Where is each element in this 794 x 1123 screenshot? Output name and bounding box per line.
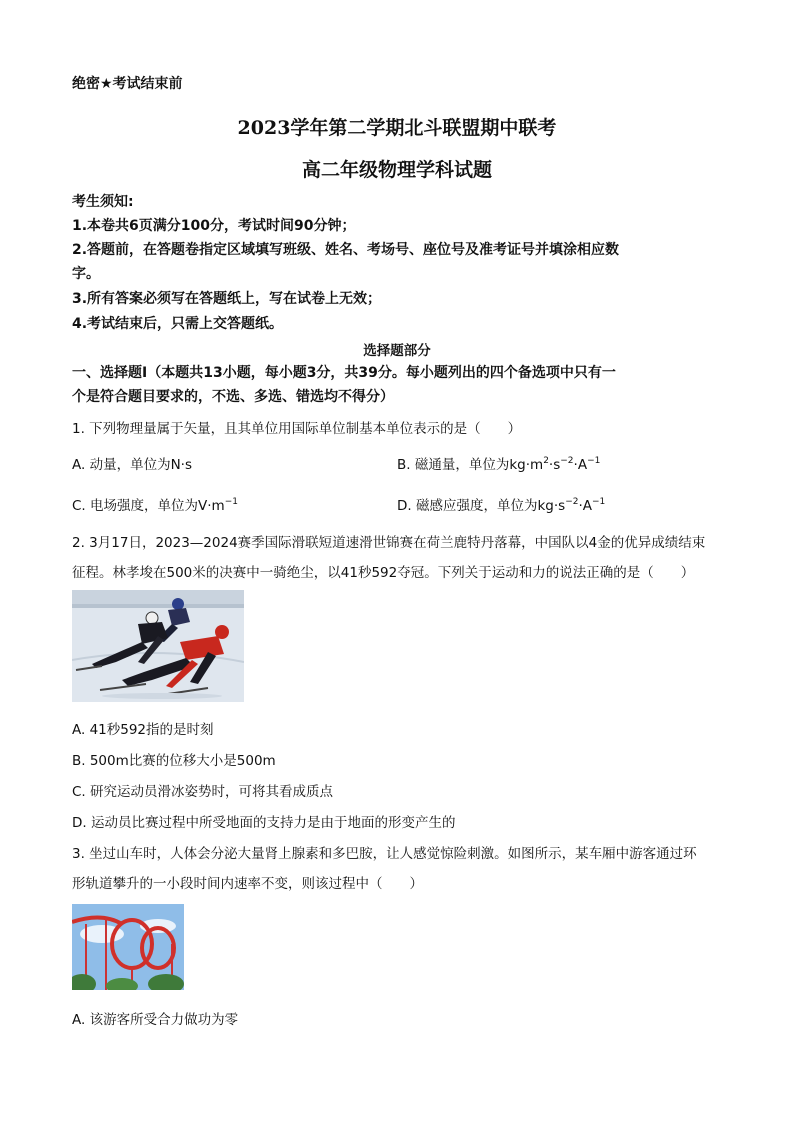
- q2-option-a: A. 41秒592指的是时刻: [72, 722, 214, 738]
- notice-item-4: 4.考试结束后，只需上交答题纸。: [72, 316, 284, 332]
- q2-option-c: C. 研究运动员滑冰姿势时，可将其看成质点: [72, 784, 334, 800]
- section-title: 选择题部分: [363, 343, 431, 359]
- q1-stem: 1. 下列物理量属于矢量，且其单位用国际单位制基本单位表示的是（ ）: [72, 421, 522, 437]
- q1-option-b: B. 磁通量，单位为$kg\cdot m^2\cdot s^{-2}\cdot A^{-1}$: [397, 456, 601, 473]
- notice-heading: 考生须知:: [72, 194, 134, 210]
- q2-stem-cont: 征程。林孝埈在500米的决赛中一骑绝尘，以41秒592夺冠。下列关于运动和力的说法正确的是（ ）: [72, 565, 695, 581]
- notice-item-2: 2.答题前，在答题卷指定区域填写班级、姓名、考场号、座位号及准考证号并填涂相应数: [72, 242, 620, 258]
- q2-stem: 2. 3月17日，2023—2024赛季国际滑联短道速滑世锦赛在荷兰鹿特丹落幕，中国队以4金的优异成绩结束: [72, 535, 706, 551]
- speed-skating-illustration: [72, 590, 244, 702]
- confidential-label: 绝密★考试结束前: [72, 76, 183, 92]
- notice-item-1: 1.本卷共6页满分100分，考试时间90分钟；: [72, 218, 356, 234]
- notice-item-2-cont: 字。: [72, 266, 100, 282]
- q3-option-a: A. 该游客所受合力做功为零: [72, 1012, 239, 1028]
- part-1-instructions-cont: 个是符合题目要求的，不选、多选、错选均不得分）: [72, 389, 394, 405]
- q1-option-a: A. 动量，单位为N·s: [72, 457, 193, 473]
- q2-option-b: B. 500m比赛的位移大小是500m: [72, 753, 276, 769]
- roller-coaster-photo: [72, 904, 184, 990]
- q1-option-d: D. 磁感应强度，单位为$kg\cdot s^{-2}\cdot A^{-1}$: [397, 497, 606, 514]
- roller-coaster-illustration: [72, 904, 184, 990]
- q3-stem-cont: 形轨道攀升的一小段时间内速率不变，则该过程中（ ）: [72, 876, 423, 892]
- q3-stem: 3. 坐过山车时，人体会分泌大量肾上腺素和多巴胺，让人感觉惊险刺激。如图所示，某车厢中游客通过环: [72, 846, 697, 862]
- q2-option-d: D. 运动员比赛过程中所受地面的支持力是由于地面的形变产生的: [72, 815, 456, 831]
- speed-skating-photo: [72, 590, 244, 702]
- notice-item-3: 3.所有答案必须写在答题纸上，写在试卷上无效；: [72, 291, 382, 307]
- exam-title: 2023学年第二学期北斗联盟期中联考: [237, 117, 557, 139]
- exam-subtitle: 高二年级物理学科试题: [301, 159, 492, 181]
- q1-option-c: C. 电场强度，单位为$V\cdot m^{-1}$: [72, 497, 238, 514]
- part-1-instructions: 一、选择题Ⅰ（本题共13小题，每小题3分，共39分。每小题列出的四个备选项中只有一: [72, 365, 616, 381]
